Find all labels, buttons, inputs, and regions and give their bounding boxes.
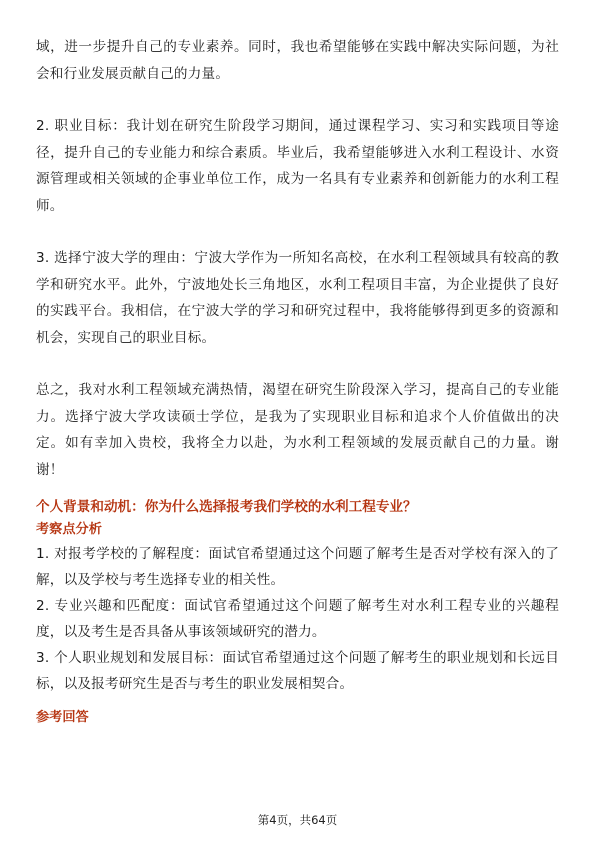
question-title: 个人背景和动机：你为什么选择报考我们学校的水利工程专业？ [36, 499, 417, 515]
paragraph-school-reason: 3. 选择宁波大学的理由：宁波大学作为一所知名高校，在水利工程领域具有较高的教学和研究水平。此外，宁波地处长三角地区，水利工程项目丰富，为企业提供了良好的实践平台。我相信，在宁波大学的学习和研究过程中，我将能够得到更多的资源和机会，实现自己的职业目标。 [36, 250, 559, 346]
analysis-list [36, 541, 559, 697]
paragraph-career-goal: 2. 职业目标：我计划在研究生阶段学习期间，通过课程学习、实习和实践项目等途径，提升自己的专业能力和综合素质。毕业后，我希望能够进入水利工程设计、水资源管理或相关领域的企事业单位工作，成为一名具有专业素养和创新能力的水利工程师。 [36, 118, 559, 214]
analysis-heading: 考察点分析 [36, 522, 102, 537]
question-block [36, 495, 559, 729]
analysis-point: 1. 对报考学校的了解程度：面试官希望通过这个问题了解考生是否对学校有深入的了解，以及学校与考生选择专业的相关性。 [36, 546, 559, 588]
paragraph-continuation: 域，进一步提升自己的专业素养。同时，我也希望能够在实践中解决实际问题，为社会和行业发展贡献自己的力量。 [36, 39, 559, 82]
paragraph-gap [36, 351, 559, 377]
analysis-point: 3. 个人职业规划和发展目标：面试官希望通过这个问题了解考生的职业规划和长远目标，以及报考研究生是否与考生的职业发展相契合。 [36, 650, 559, 692]
reference-answer-heading: 参考回答 [36, 710, 89, 725]
paragraph-gap [36, 219, 559, 245]
paragraph-conclusion: 总之，我对水利工程领域充满热情，渴望在研究生阶段深入学习，提高自己的专业能力。选择宁波大学攻读硕士学位，是我为了实现职业目标和追求个人价值做出的决定。如有幸加入贵校，我将全力以赴，为水利工程领域的发展贡献自己的力量。谢谢！ [36, 382, 559, 478]
page-content [36, 34, 559, 729]
paragraph-gap [36, 87, 559, 113]
page-number-footer: 第4页，共64页 [257, 813, 338, 827]
analysis-point: 2. 专业兴趣和匹配度：面试官希望通过这个问题了解考生对水利工程专业的兴趣程度，以及考生是否具备从事该领域研究的潜力。 [36, 598, 559, 640]
